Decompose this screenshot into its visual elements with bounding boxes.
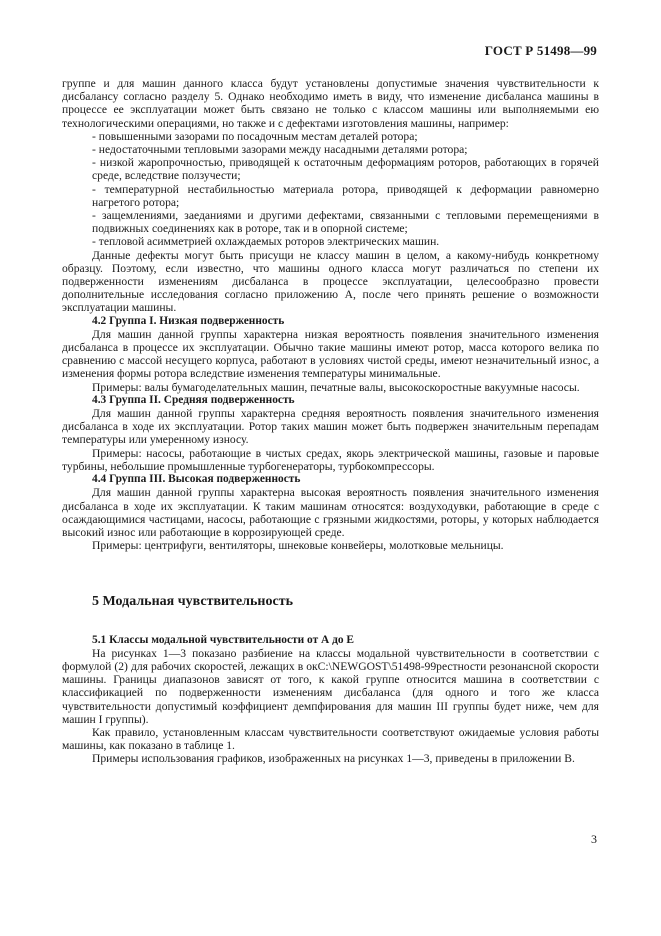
section5-para2: Как правило, установленным классам чувствительности соответствуют ожидаемые условия работы машины, как показано в таблице 1. (62, 725, 599, 753)
list-item: - тепловой асимметрией охлаждаемых роторов электрических машин. (92, 235, 440, 249)
list-item: - защемлениями, заеданиями и другими дефектами, связанными с тепловыми перемещениями в подвижных соединениях как в роторе, так и в опорной системе; (92, 209, 599, 236)
group2-examples: Примеры: насосы, работающие в чистых средах, якорь электрической машины, газовые и паровые турбины, небольшие промышленные турбогенераторы, турбокомпрессоры. (62, 446, 599, 473)
group3-text: Для машин данной группы характерна высокая вероятность появления значительного изменения дисбаланса в ходе их эксплуатации. К таким машинам относятся: воздуходувки, работающие в среде с осаждающимися частицами, насосы, работающие с грязными жидкостями, роторы, у которых наблюдается высокий износ или работающие в коррозирующей среде. (62, 486, 599, 539)
group2-text: Для машин данной группы характерна средняя вероятность появления значительного изменения дисбаланса в ходе их эксплуатации. Ротор таких машин может быть подвержен значительным перепадам температуры или умеренному износу. (62, 407, 599, 447)
list-item: - температурной нестабильностью материала ротора, приводящей к деформации равномерно нагретого ротора; (92, 182, 599, 209)
page-number: 3 (591, 832, 597, 846)
group2-heading: 4.3 Группа II. Средняя подверженность (92, 393, 295, 406)
group3-examples: Примеры: центрифуги, вентиляторы, шнековые конвейеры, молотковые мельницы. (92, 539, 504, 553)
list-item: - недостаточными тепловыми зазорами между насадными деталями ротора; (92, 143, 468, 157)
intro-paragraph: группе и для машин данного класса будут установлены допустимые значения чувствительности к дисбалансу согласно разделу 5. Однако необходимо иметь в виду, что изменение дисбаланса машины в процессе ее эксплуатации может быть связано не только с классом машины или выполняемыми ею технологическими операциями, но также и с дефектами изготовления машины, например: (62, 77, 599, 130)
page-header-doc-code: ГОСТ Р 51498—99 (484, 43, 597, 58)
list-item: - низкой жаропрочностью, приводящей к остаточным деформациям роторов, работающих в горячей среде, вследствие ползучести; (92, 156, 599, 183)
section5-title: 5 Модальная чувствительность (92, 594, 293, 610)
group1-text: Для машин данной группы характерна низкая вероятность появления значительного изменения дисбаланса в процессе их эксплуатации. Обычно такие машины имеют ротор, масса которого велика по сравнению с массой несущего корпуса, работают в условиях чистой среды, имеют незначительный износ, а изменения формы ротора вследствие изменения температуры минимальные. (62, 327, 599, 381)
group1-heading: 4.2 Группа I. Низкая подверженность (92, 314, 285, 327)
list-item: - повышенными зазорами по посадочным местам деталей ротора; (92, 129, 418, 143)
section5-para1: На рисунках 1—3 показано разбиение на классы модальной чувствительности в соответствии с формулой (2) для рабочих скоростей, лежащих в окС:\NEWGOST\51498-99рестности резонансной скорости машины. Границы диапазонов зависят от того, к какой группе относится машина в соответствии с классификацией по подверженности изменениям дисбаланса (для одного и того же класса чувствительности допустимый коэффициент демпфирования для машин III группы будет ниже, чем для машин I группы). (62, 646, 599, 726)
group1-examples: Примеры: валы бумагоделательных машин, печатные валы, высокоскоростные вакуумные насосы. (92, 380, 580, 394)
section5-sub-heading: 5.1 Классы модальной чувствительности от А до Е (92, 633, 355, 646)
defects-paragraph: Данные дефекты могут быть присущи не классу машин в целом, а какому-нибудь конкретному образцу. Поэтому, если известно, что машины одного класса могут различаться по степени их подверженности изменениям дисбаланса в процессе эксплуатации, целесообразно провести дополнительные исследования согласно приложению А, после чего принять решение о возможности эксплуатации машины. (62, 248, 599, 315)
group3-heading: 4.4 Группа III. Высокая подверженность (92, 473, 301, 486)
document-body (62, 77, 599, 766)
section5-para3: Примеры использования графиков, изображенных на рисунках 1—3, приведены в приложении В. (92, 752, 575, 766)
